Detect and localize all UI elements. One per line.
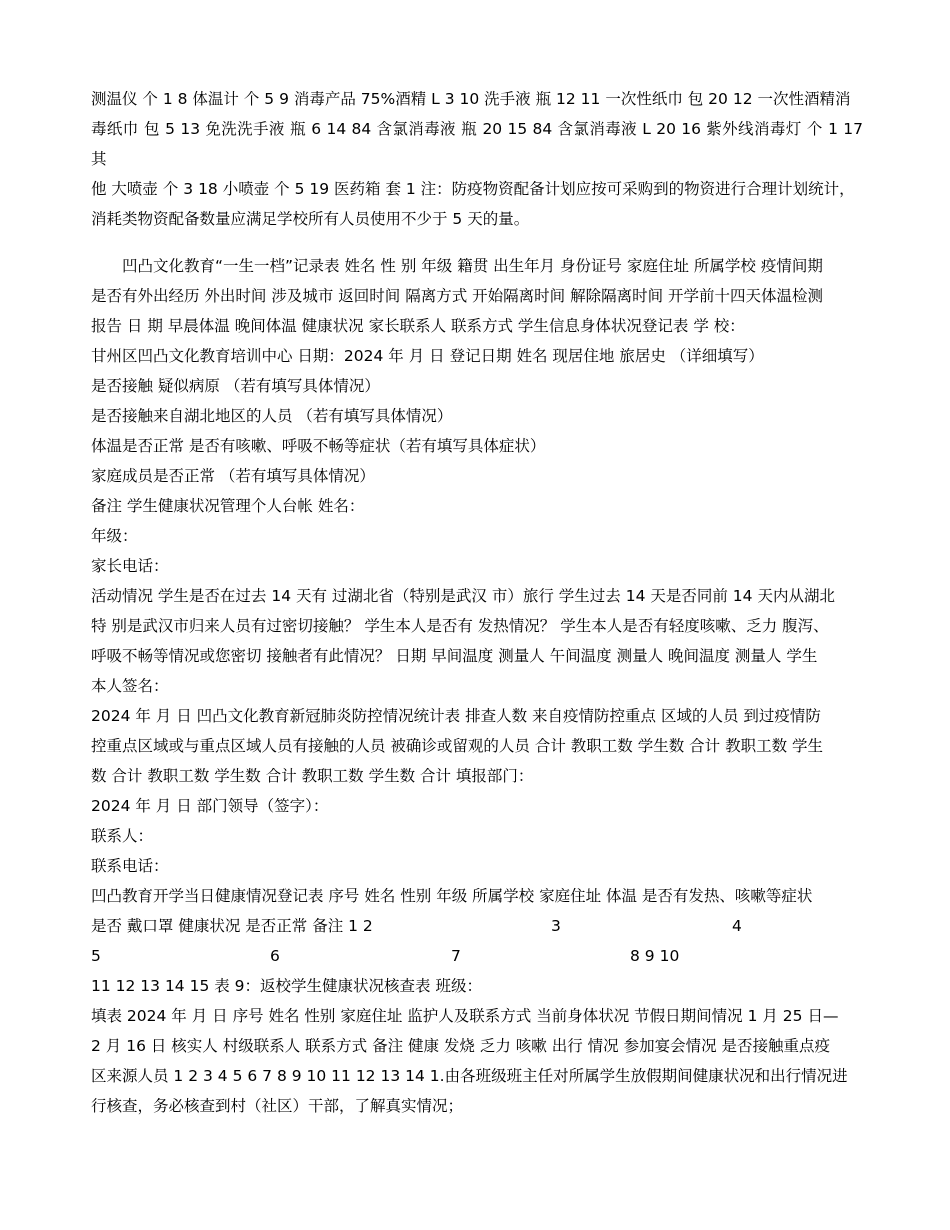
text-line: 报告 日 期 早晨体温 晚间体温 健康状况 家长联系人 联系方式 学生信息身体状况登记表 学 校：: [91, 317, 745, 335]
text-line: 呼吸不畅等情况或您密切 接触者有此情况？ 日期 早间温度 测量人 午间温度 测量人 晚间温度 测量人 学生: [91, 647, 818, 665]
text-line: 是否接触 疑似病原 （若有填写具体情况）: [91, 377, 380, 395]
text-segment: 4: [732, 917, 742, 935]
text-line: 凹凸文化教育“一生一档”记录表 姓名 性 别 年级 籍贯 出生年月 身份证号 家庭住址 所属学校 疫情间期: [122, 257, 823, 275]
text-line: 毒纸巾 包 5 13 免洗洗手液 瓶 6 14 84 含氯消毒液 瓶 20 15 84 含氯消毒液 L 20 16 紫外线消毒灯 个 1 17 其: [91, 120, 863, 168]
text-line: 凹凸教育开学当日健康情况登记表 序号 姓名 性别 年级 所属学校 家庭住址 体温 是否有发热、咳嗽等症状: [91, 887, 813, 905]
paragraph-gap: [91, 234, 863, 251]
text-segment: 6: [270, 947, 280, 965]
text-line: 区来源人员 1 2 3 4 5 6 7 8 9 10 11 12 13 14 1.由各班级班主任对所属学生放假期间健康状况和出行情况进: [91, 1067, 848, 1085]
text-line: 11 12 13 14 15 表 9：返校学生健康状况核查表 班级：: [91, 977, 482, 995]
text-line: 甘州区凹凸文化教育培训中心 日期：2024 年 月 日 登记日期 姓名 现居住地 旅居史 （详细填写）: [91, 347, 764, 365]
text-line: 联系电话：: [91, 857, 169, 875]
text-line: 活动情况 学生是否在过去 14 天有 过湖北省（特别是武汉 市）旅行 学生过去 14 天是否同前 14 天内从湖北: [91, 587, 835, 605]
records-paragraph: [91, 251, 863, 1121]
text-line: 是否有外出经历 外出时间 涉及城市 返回时间 隔离方式 开始隔离时间 解除隔离时间 开学前十四天体温检测: [91, 287, 823, 305]
text-line-spaced: [91, 941, 863, 971]
text-line: 他 大喷壶 个 3 18 小喷壶 个 5 19 医药箱 套 1 注：防疫物资配备计划应按可采购到的物资进行合理计划统计，: [91, 180, 855, 198]
text-line: 填表 2024 年 月 日 序号 姓名 性别 家庭住址 监护人及联系方式 当前身体状况 节假日期间情况 1 月 25 日—: [91, 1007, 839, 1025]
text-line: 家长电话：: [91, 557, 169, 575]
text-segment: 3: [551, 917, 561, 935]
text-segment: 7: [451, 947, 461, 965]
text-line: 特 别是武汉市归来人员有过密切接触？ 学生本人是否有 发热情况？ 学生本人是否有轻度咳嗽、乏力 腹泻、: [91, 617, 829, 635]
text-line: 体温是否正常 是否有咳嗽、呼吸不畅等症状（若有填写具体症状）: [91, 437, 546, 455]
text-line: 数 合计 教职工数 学生数 合计 教职工数 学生数 合计 填报部门：: [91, 767, 534, 785]
text-line: 2024 年 月 日 凹凸文化教育新冠肺炎防控情况统计表 排查人数 来自疫情防控重点 区域的人员 到过疫情防: [91, 707, 821, 725]
text-line: 是否接触来自湖北地区的人员 （若有填写具体情况）: [91, 407, 453, 425]
text-line: 2024 年 月 日 部门领导（签字）：: [91, 797, 329, 815]
text-line: 行核查，务必核查到村（社区）干部，了解真实情况；: [91, 1097, 464, 1115]
text-line: 年级：: [91, 527, 138, 545]
text-segment: 5: [91, 947, 101, 965]
text-line: 本人签名：: [91, 677, 169, 695]
text-line: 测温仪 个 1 8 体温计 个 5 9 消毒产品 75%酒精 L 3 10 洗手液 瓶 12 11 一次性纸巾 包 20 12 一次性酒精消: [91, 90, 851, 108]
text-line-spaced: [91, 911, 863, 941]
text-line: 2 月 16 日 核实人 村级联系人 联系方式 备注 健康 发烧 乏力 咳嗽 出行 情况 参加宴会情况 是否接触重点疫: [91, 1037, 830, 1055]
text-line: 家庭成员是否正常 （若有填写具体情况）: [91, 467, 375, 485]
text-line: 控重点区域或与重点区域人员有接触的人员 被确诊或留观的人员 合计 教职工数 学生数 合计 教职工数 学生: [91, 737, 823, 755]
supplies-paragraph: [91, 84, 863, 234]
text-segment: 是否 戴口罩 健康状况 是否正常 备注 1 2: [91, 917, 373, 935]
text-line: 消耗类物资配备数量应满足学校所有人员使用不少于 5 天的量。: [91, 210, 530, 228]
text-line: 备注 学生健康状况管理个人台帐 姓名：: [91, 497, 365, 515]
text-line: 联系人：: [91, 827, 154, 845]
document-page: [91, 84, 863, 1121]
text-segment: 8 9 10: [630, 947, 680, 965]
